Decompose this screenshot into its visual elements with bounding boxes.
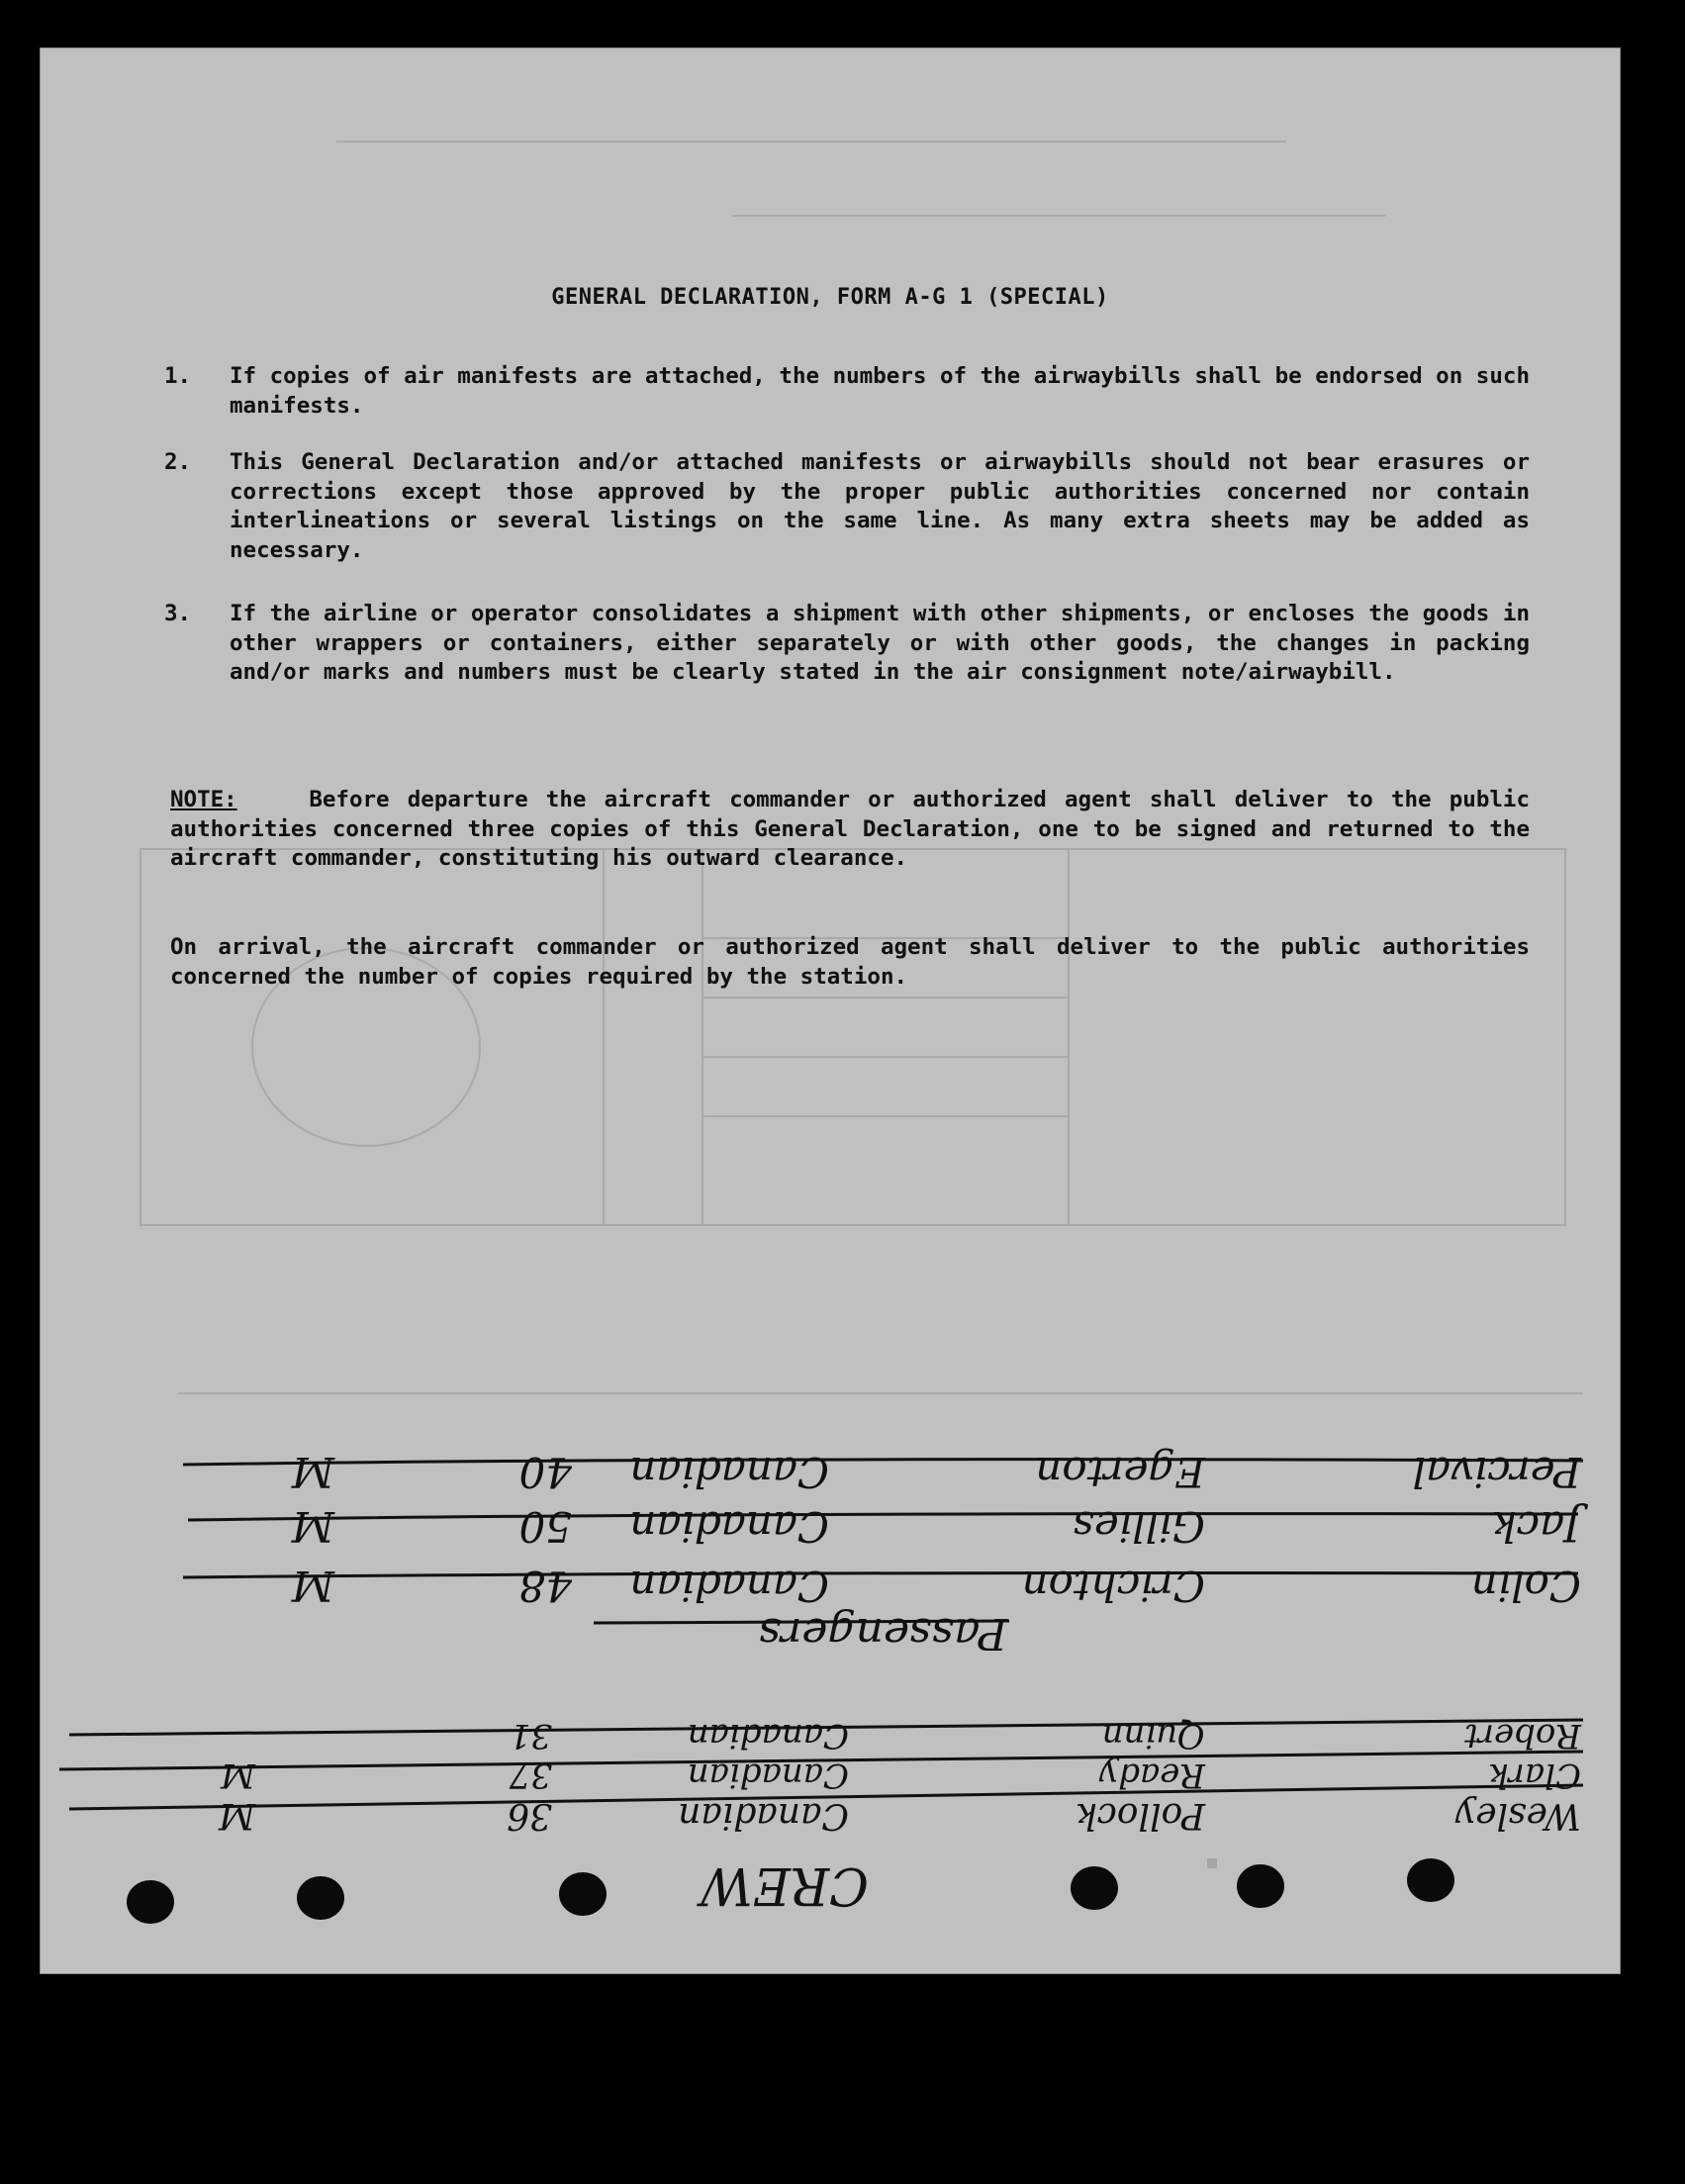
item-text: If the airline or operator consolidates a shipment with other shipments, or encloses the goods in other wrappers or containers, either separately or with other goods, the changes in packing and/or marks and numbers must be clearly stated in the air consignment note/airwaybill. xyxy=(230,601,1530,685)
crew-age: 31 xyxy=(509,1716,552,1756)
crew-nationality: Canadian xyxy=(678,1795,849,1836)
item-text: This General Declaration and/or attached manifests or airwaybills should not bear erasures or corrections except those approved by the proper public authorities concerned nor contain interlineations or several listings on the same line. As many extra sheets may be added as necessary. xyxy=(230,449,1530,563)
item-number: 2. xyxy=(164,449,192,475)
punch-hole xyxy=(1407,1858,1454,1902)
crew-age: 37 xyxy=(509,1756,552,1795)
document-title: GENERAL DECLARATION, FORM A-G 1 (SPECIAL) xyxy=(551,285,1109,310)
passenger-nationality: Canadian xyxy=(629,1562,829,1610)
crew-sex: M xyxy=(219,1795,255,1836)
passenger-sex: M xyxy=(291,1502,334,1551)
crew-first-name: Clark xyxy=(1487,1756,1581,1795)
punch-hole xyxy=(127,1880,174,1924)
crew-sex: M xyxy=(221,1756,255,1795)
punch-hole xyxy=(297,1876,344,1920)
passenger-age: 40 xyxy=(518,1448,572,1496)
crew-age: 36 xyxy=(507,1795,552,1836)
passenger-age: 48 xyxy=(518,1562,572,1610)
passenger-sex: M xyxy=(291,1562,334,1610)
document-sheet xyxy=(40,47,1621,1974)
crew-nationality: Canadian xyxy=(687,1756,849,1795)
passenger-first-name: Percival xyxy=(1412,1448,1581,1496)
passenger-first-name: Jack xyxy=(1491,1502,1581,1551)
handwritten-manifest xyxy=(40,47,1621,1974)
passenger-nationality: Canadian xyxy=(629,1502,829,1551)
crew-first-name: Robert xyxy=(1464,1716,1581,1756)
item-number: 3. xyxy=(164,601,192,626)
passenger-first-name: Colin xyxy=(1470,1562,1581,1610)
item-text: If copies of air manifests are attached, the numbers of the airwaybills shall be endorsed on such manifests. xyxy=(230,363,1530,419)
crew-nationality: Canadian xyxy=(687,1716,849,1756)
crew-last-name: Pollock xyxy=(1075,1795,1205,1836)
crew-first-name: Wesley xyxy=(1454,1795,1581,1836)
crew-last-name: Ready xyxy=(1099,1756,1205,1795)
passenger-last-name: Egerton xyxy=(1035,1448,1205,1496)
passenger-age: 50 xyxy=(518,1502,572,1551)
passenger-nationality: Canadian xyxy=(629,1448,829,1496)
punch-hole xyxy=(1071,1866,1118,1910)
passengers-heading: Passengers xyxy=(758,1608,1007,1659)
punch-hole xyxy=(1237,1864,1284,1908)
arrival-paragraph: On arrival, the aircraft commander or authorized agent shall deliver to the public authorities concerned the number of copies required by the station. xyxy=(170,934,1530,990)
note-text: Before departure the aircraft commander or authorized agent shall deliver to the public authorities concerned three copies of this General Declaration, one to be signed and returned to the aircraft commander, constituting his outward clearance. xyxy=(170,787,1530,871)
passenger-last-name: Gillies xyxy=(1073,1502,1205,1551)
note-label: NOTE: xyxy=(170,787,237,812)
crew-last-name: Quinn xyxy=(1101,1716,1205,1756)
punch-hole xyxy=(559,1872,607,1916)
crew-heading: CREW xyxy=(700,1855,869,1915)
item-number: 1. xyxy=(164,363,192,389)
passenger-last-name: Crichton xyxy=(1021,1562,1205,1610)
passenger-sex: M xyxy=(291,1448,334,1496)
